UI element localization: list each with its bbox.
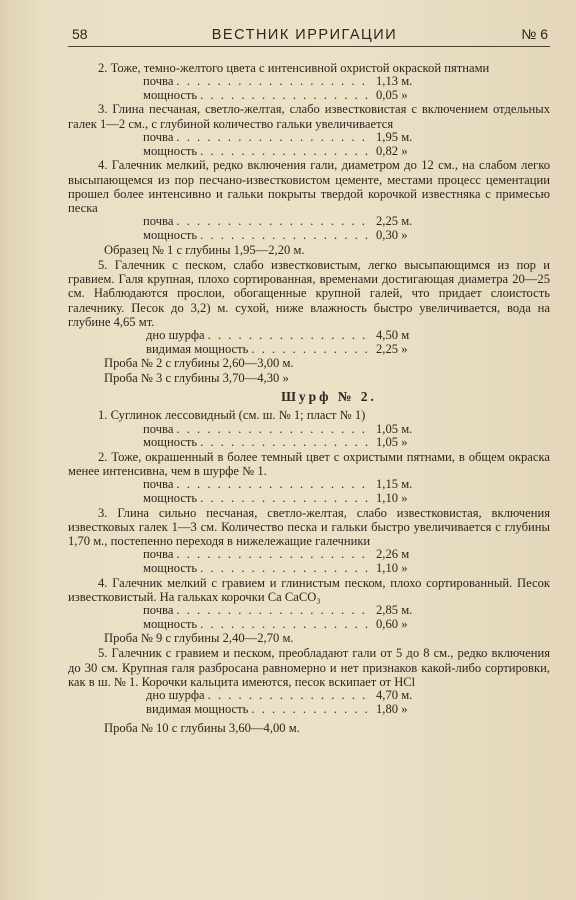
measure-row: мощность . . . 0,05 » <box>68 89 418 103</box>
measure-row: почва . . . 2,25 м. <box>68 215 418 229</box>
measure-row: почва . . . 1,13 м. <box>68 75 418 89</box>
issue-number: № 6 <box>521 26 548 42</box>
layer-description: 5. Галечник с песком, слабо известковистым, легко высыпающимся из пор и гравием. Галя крупная, плохо сортированная, временами достигающая диаметра 20—25 см. Наблюдаются прослои, обогащенные крупной галей, что придает слоистость галечнику. Песок до 3,2) м. сухой, ниже влажность быстро увеличивается, вода на глубине 4,65 мт. <box>68 257 550 329</box>
sample-note: Проба № 2 с глубины 2,60—3,00 м. <box>104 356 294 371</box>
measure-row: почва . . . 1,15 м. <box>68 478 418 492</box>
measure-row: мощность . . . 0,60 » <box>68 618 418 632</box>
measure-row: почва . . . 1,05 м. <box>68 423 418 437</box>
measure-row: почва . . . 2,85 м. <box>68 604 418 618</box>
layer-description: 4. Галечник мелкий, редко включения гали, диаметром до 12 см., на слабом легко высыпающемся из пор песчано-известковистом цементе, местами процесс цементации прошел более интенсивно и гальки покрыты твердой корочкой известняка с примесью песка <box>68 158 550 216</box>
page-number: 58 <box>72 26 88 42</box>
measure-row: дно шурфа . . . 4,50 м <box>68 329 418 343</box>
layer-description: 4. Галечник мелкий с гравием и глинистым песком, плохо сортированный. Песок известковистый. На гальках корочки Ca CaCO₃ <box>68 575 550 604</box>
layer-description: 2. Тоже, темно-желтого цвета с интенсивной охристой окраской пятнами <box>98 61 490 75</box>
measure-row: мощность . . . 1,05 » <box>68 436 418 450</box>
measure-row: дно шурфа . . . 4,70 м. <box>68 689 418 703</box>
sample-note: Проба № 9 с глубины 2,40—2,70 м. <box>104 631 294 646</box>
measure-row: мощность . . . 1,10 » <box>68 492 418 506</box>
layer-description: 1. Суглинок лессовидный (см. ш. № 1; пласт № 1) <box>98 408 366 423</box>
measure-row: мощность . . . 0,82 » <box>68 145 418 159</box>
layer-description: 2. Тоже, окрашенный в более темный цвет с охристыми пятнами, в общем окраска менее интенсивна, чем в шурфе № 1. <box>68 449 550 479</box>
sample-note: Проба № 3 с глубины 3,70—4,30 » <box>104 371 289 386</box>
measure-row: почва . . . 2,26 м <box>68 548 418 562</box>
measure-row: видимая мощность . . . 2,25 » <box>68 343 418 357</box>
measure-row: почва . . . 1,95 м. <box>68 131 418 145</box>
measure-row: видимая мощность . . . 1,80 » <box>68 703 418 717</box>
layer-description: 3. Глина сильно песчаная, светло-желтая, слабо известковистая, включения известковых галек 1—3 см. Количество песка и гальки быстро увеличивается с глубины 1,70 м., постепенно переходя в нижележащие галечники <box>68 505 550 549</box>
layer-description: 5. Галечник с гравием и песком, преобладают гали от 5 до 8 см., редко включения до 30 см. Крупная галя разбросана равномерно и нет признаков какой-либо сортировки, как в ш. № 1. Корочки кальцита имеются, песок вскипает от HCl <box>68 646 550 690</box>
running-header <box>68 26 550 47</box>
journal-title: ВЕСТНИК ИРРИГАЦИИ <box>211 27 398 43</box>
sample-note: Образец № 1 с глубины 1,95—2,20 м. <box>104 242 305 257</box>
sample-note: Проба № 10 с глубины 3,60—4,00 м. <box>104 720 300 735</box>
layer-description: 3. Глина песчаная, светло-желтая, слабо известковистая с включением отдельных галек 1—2 см., с глубиной количество гальки увеличивается <box>68 102 550 131</box>
section-heading: Шурф № 2. <box>281 389 377 405</box>
measure-row: мощность . . . 1,10 » <box>68 562 418 576</box>
measure-row: мощность . . . 0,30 » <box>68 229 418 243</box>
